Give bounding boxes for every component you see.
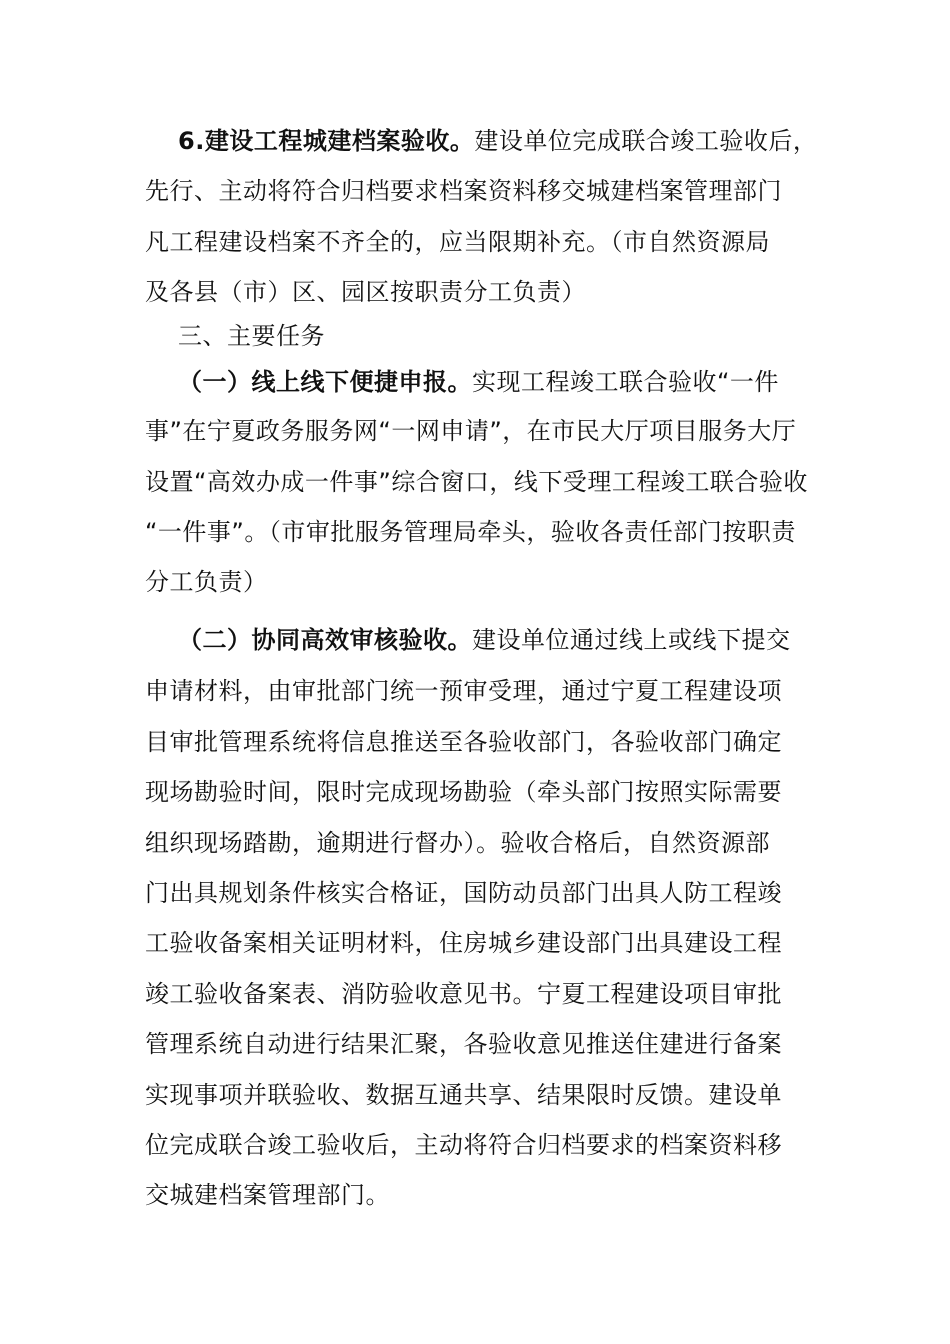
item-heading: （一）线上线下便捷申报。	[178, 368, 472, 396]
item-heading: （二）协同高效审核验收。	[178, 626, 472, 654]
text-line	[145, 826, 845, 860]
text-line	[145, 926, 845, 960]
text-line	[145, 775, 845, 809]
text-line	[145, 174, 845, 208]
line-text: 实现工程竣工联合验收“一件	[472, 368, 779, 396]
text-line	[145, 1128, 845, 1162]
line-text: 实现事项并联验收、数据互通共享、结果限时反馈。建设单	[145, 1081, 782, 1109]
text-line	[145, 1178, 845, 1212]
text-line	[145, 977, 845, 1011]
text-line	[145, 275, 845, 309]
line-text: 位完成联合竣工验收后，主动将符合归档要求的档案资料移	[145, 1131, 782, 1159]
line-text: 工验收备案相关证明材料，住房城乡建设部门出具建设工程	[145, 929, 782, 957]
text-line	[145, 1027, 845, 1061]
line-text: 建设单位完成联合竣工验收后，	[474, 127, 818, 155]
text-line	[145, 515, 845, 549]
line-text: 申请材料，由审批部门统一预审受理，通过宁夏工程建设项	[145, 677, 782, 705]
text-line	[145, 725, 845, 759]
text-line	[178, 365, 878, 399]
text-line	[145, 674, 845, 708]
line-text: 分工负责）	[145, 568, 268, 596]
line-text: 先行、主动将符合归档要求档案资料移交城建档案管理部门	[145, 177, 782, 205]
line-text: 建设单位通过线上或线下提交	[472, 626, 791, 654]
line-text: 竣工验收备案表、消防验收意见书。宁夏工程建设项目审批	[145, 980, 782, 1008]
text-line	[178, 623, 878, 657]
line-text: 设置“高效办成一件事”综合窗口，线下受理工程竣工联合验收	[145, 468, 808, 496]
text-line	[145, 565, 845, 599]
line-text: 目审批管理系统将信息推送至各验收部门，各验收部门确定	[145, 728, 782, 756]
line-text: 凡工程建设档案不齐全的，应当限期补充。（市自然资源局	[145, 228, 770, 256]
line-text: 组织现场踏勘，逾期进行督办）。验收合格后，自然资源部	[145, 829, 770, 857]
line-text: 事”在宁夏政务服务网“一网申请”，在市民大厅项目服务大厅	[145, 417, 797, 445]
text-line	[145, 414, 845, 448]
line-text: 现场勘验时间，限时完成现场勘验（牵头部门按照实际需要	[145, 778, 782, 806]
line-text: 三、主要任务	[178, 322, 325, 350]
item-heading: 6.建设工程城建档案验收。	[178, 127, 475, 155]
text-line	[145, 465, 845, 499]
text-line	[145, 876, 845, 910]
section-heading	[178, 319, 878, 353]
text-line	[145, 225, 845, 259]
line-text: 交城建档案管理部门。	[145, 1181, 390, 1209]
line-text: 及各县（市）区、园区按职责分工负责）	[145, 278, 586, 306]
line-text: 门出具规划条件核实合格证，国防动员部门出具人防工程竣	[145, 879, 782, 907]
line-text: 管理系统自动进行结果汇聚，各验收意见推送住建进行备案	[145, 1030, 782, 1058]
text-line	[178, 124, 878, 158]
line-text: “一件事”。（市审批服务管理局牵头，验收各责任部门按职责	[145, 518, 796, 546]
text-line	[145, 1078, 845, 1112]
